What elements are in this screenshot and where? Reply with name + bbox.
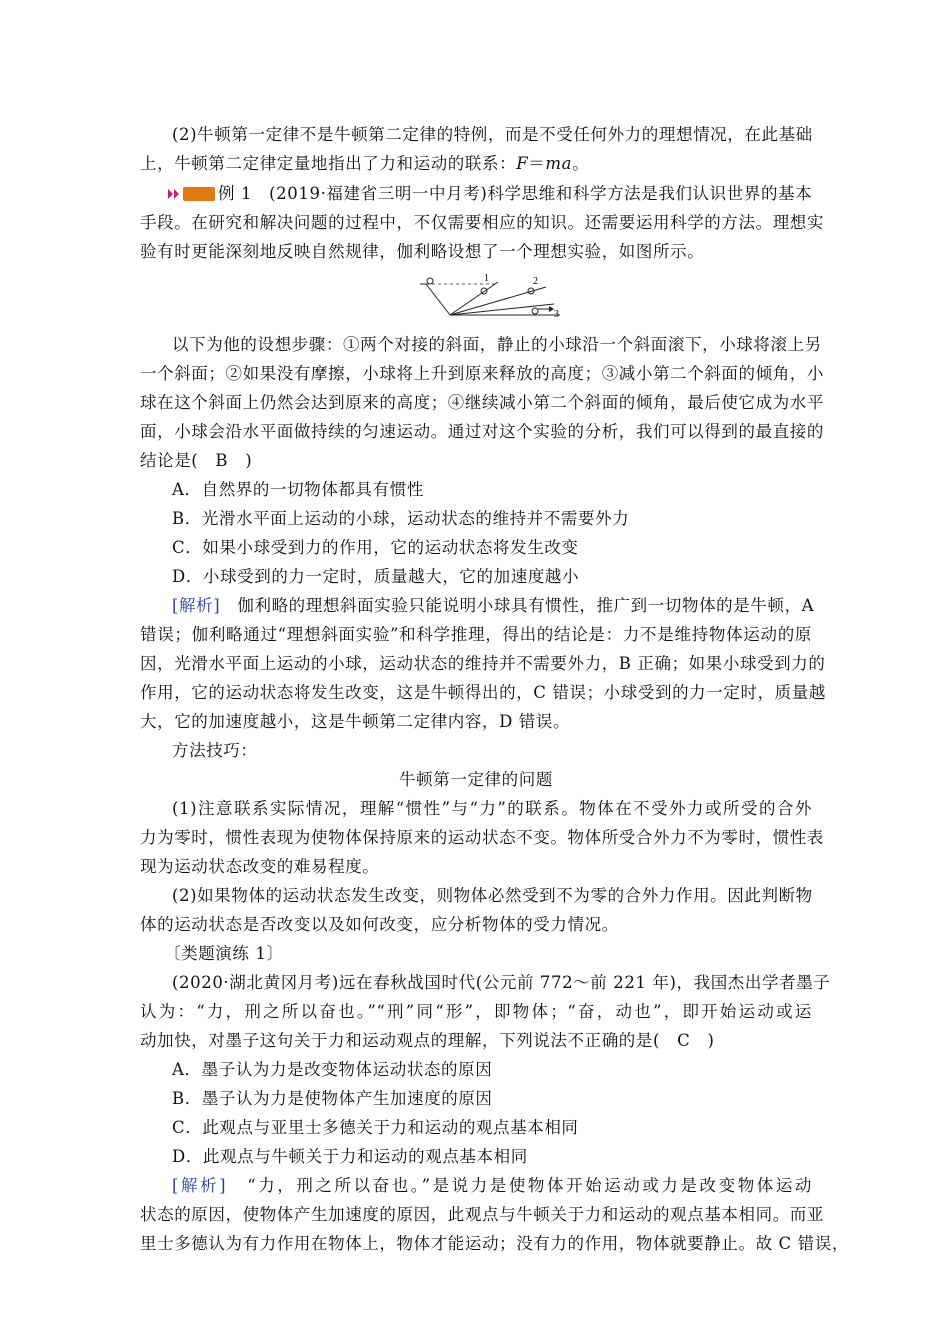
paragraph-line: 状态的原因，使物体产生加速度的原因，此观点与牛顿关于力和运动的观点基本相同。而亚	[140, 1205, 824, 1224]
paragraph-line: 结论是( B )	[140, 451, 253, 470]
paragraph-line: 手段。在研究和解决问题的过程中，不仅需要相应的知识。还需要运用科学的方法。理想实	[140, 213, 824, 232]
paragraph-line: (1)注意联系实际情况，理解“惯性”与“力”的联系。物体在不受外力或所受的合外	[172, 799, 812, 818]
formula-symbol: F	[516, 154, 529, 173]
paragraph-line: 球在这个斜面上仍然会达到原来的高度；④继续减小第二个斜面的倾角，最后使它成为水平	[140, 393, 824, 412]
text-run: 上，牛顿第二定律定量地指出了力和运动的联系：	[140, 154, 517, 173]
analysis-tag: [解析]	[172, 1176, 227, 1195]
practice-heading: 〔类题演练 1〕	[164, 944, 284, 963]
figure-label-1: 1	[484, 273, 489, 284]
paragraph-line: 面，小球会沿水平面做持续的匀速运动。通过对这个实验的分析，我们可以得到的最直接的	[140, 422, 824, 441]
paragraph-line: (2020·湖北黄冈月考)远在春秋战国时代(公元前 772～前 221 年)，我国杰出学者墨子	[172, 973, 831, 992]
formula-symbol: ma	[545, 154, 573, 173]
paragraph-line: 力为零时，惯性表现为使物体保持原来的运动状态不变。物体所受合外力不为零时，惯性表	[140, 828, 824, 847]
option-d: D．此观点与牛顿关于力和运动的观点基本相同	[172, 1147, 528, 1166]
text-run: 。	[572, 154, 590, 173]
text-run: 例 1 (2019·福建省三明一中月考)科学思维和科学方法是我们认识世界的基本	[218, 184, 813, 203]
option-b: B．墨子认为力是使物体产生加速度的原因	[172, 1089, 493, 1108]
paragraph-line: 大，它的加速度越小，这是牛顿第二定律内容，D 错误。	[140, 712, 571, 731]
inclined-plane-figure	[418, 270, 560, 318]
option-d: D．小球受到的力一定时，质量越大，它的加速度越小	[172, 567, 580, 586]
analysis-line	[172, 595, 815, 617]
formula-symbol: ＝	[528, 154, 546, 173]
figure-label-3: 3	[554, 309, 559, 318]
paragraph-line: 作用，它的运动状态将发生改变，这是牛顿得出的，C 错误；小球受到的力一定时，质量越	[140, 683, 826, 702]
paragraph-line: 因，光滑水平面上运动的小球，运动状态的维持并不需要外力，B 正确；如果小球受到力的	[140, 654, 826, 673]
text-run: 伽利略的理想斜面实验只能说明小球具有惯性，推广到一切物体的是牛顿，A	[220, 596, 815, 615]
text-run: “力，刑之所以奋也。”是说力是使物体开始运动或力是改变物体运动	[226, 1176, 812, 1195]
paragraph-line: 错误；伽利略通过“理想斜面实验”和科学推理，得出的结论是：力不是维持物体运动的原	[140, 625, 812, 644]
method-heading: 方法技巧：	[172, 741, 258, 760]
method-title: 牛顿第一定律的问题	[399, 770, 553, 789]
analysis-tag: [解析]	[172, 596, 221, 615]
option-c: C．如果小球受到力的作用，它的运动状态将发生改变	[172, 538, 579, 557]
analysis-line	[172, 1175, 812, 1197]
paragraph-line: 认为：“力，刑之所以奋也。”“刑”同“形”，即物体；“奋，动也”，即开始运动或运	[140, 1002, 812, 1021]
figure-label-2: 2	[533, 276, 538, 287]
paragraph-line: 现为运动状态改变的难易程度。	[140, 857, 380, 876]
paragraph-line: 里士多德认为有力作用在物体上，物体才能运动；没有力的作用，物体就要静止。故 C 错误，	[140, 1234, 849, 1253]
option-a: A．自然界的一切物体都具有惯性	[172, 480, 424, 499]
option-a: A．墨子认为力是改变物体运动状态的原因	[172, 1060, 493, 1079]
paragraph-line: 以下为他的设想步骤：①两个对接的斜面，静止的小球沿一个斜面滚下，小球将滚上另	[172, 335, 822, 354]
option-b: B．光滑水平面上运动的小球，运动状态的维持并不需要外力	[172, 509, 630, 528]
paragraph-line: 一个斜面；②如果没有摩擦，小球将上升到原来释放的高度；③减小第二个斜面的倾角，小	[140, 364, 824, 383]
paragraph-line: 动加快，对墨子这句关于力和运动观点的理解，下列说法不正确的是( C )	[140, 1031, 715, 1050]
paragraph-line: 验有时更能深刻地反映自然规律，伽利略设想了一个理想实验，如图所示。	[140, 242, 705, 261]
paragraph-line: 体的运动状态是否改变以及如何改变，应分析物体的受力情况。	[140, 915, 619, 934]
paragraph-line: (2)牛顿第一定律不是牛顿第二定律的特例，而是不受任何外力的理想情况，在此基础	[172, 125, 813, 144]
example-heading-line	[168, 183, 812, 208]
paragraph-line	[140, 153, 812, 175]
example-badge-icon	[168, 186, 216, 208]
option-c: C．此观点与亚里士多德关于力和运动的观点基本相同	[172, 1118, 579, 1137]
paragraph-line: (2)如果物体的运动状态发生改变，则物体必然受到不为零的合外力作用。因此判断物	[172, 886, 813, 905]
